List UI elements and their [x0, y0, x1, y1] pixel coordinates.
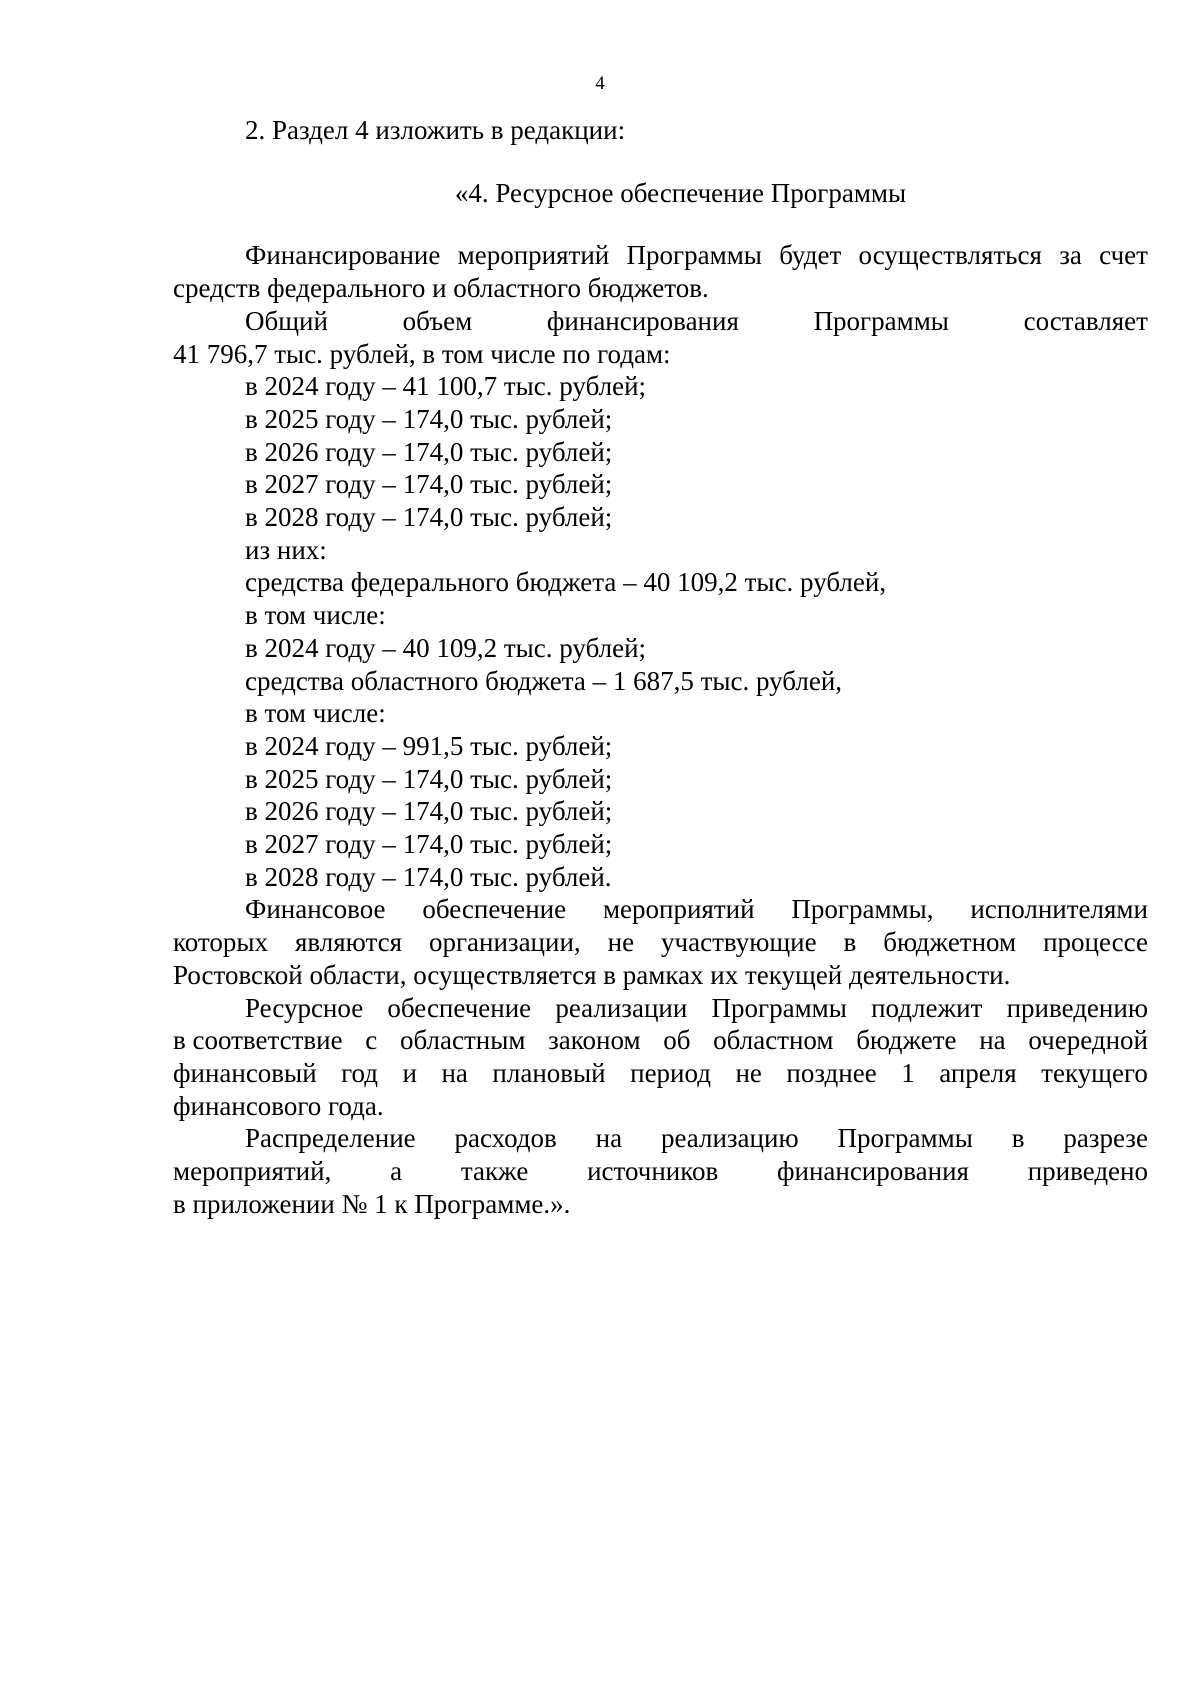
- word: обеспечение: [387, 992, 532, 1023]
- word: законом: [548, 1025, 641, 1056]
- word: Ресурсное: [245, 992, 364, 1023]
- para2-line2: 41 796,7 тыс. рублей, в том числе по годам:: [173, 338, 671, 369]
- word: подлежит: [871, 992, 983, 1023]
- word: за: [1059, 240, 1082, 271]
- word: Программы: [813, 305, 949, 336]
- para3-line1: [173, 893, 1148, 926]
- word: составляет: [1023, 305, 1148, 336]
- section-title: «4. Ресурсное обеспечение Программы: [454, 177, 907, 208]
- word: не: [607, 927, 635, 958]
- word: Программы: [711, 992, 847, 1023]
- regional-year-line: в 2028 году – 174,0 тыс. рублей.: [245, 861, 612, 892]
- word: объем: [402, 305, 473, 336]
- regional-year-line: в 2025 году – 174,0 тыс. рублей;: [245, 763, 613, 794]
- word: год: [341, 1057, 379, 1088]
- total-year-line: в 2026 году – 174,0 тыс. рублей;: [245, 436, 613, 467]
- regional-including-line: в том числе:: [245, 698, 386, 729]
- para4-line2: [173, 1024, 1148, 1057]
- para5-line3: в приложении № 1 к Программе.».: [173, 1188, 571, 1219]
- word: также: [460, 1156, 529, 1187]
- word: бюджете: [856, 1025, 957, 1056]
- document-body: [173, 114, 1148, 1221]
- word: финансирования: [546, 305, 739, 336]
- word: Программы: [626, 240, 762, 271]
- word: в: [1011, 1123, 1025, 1154]
- word: реализацию: [660, 1123, 799, 1154]
- total-year-line: в 2028 году – 174,0 тыс. рублей;: [245, 502, 613, 533]
- word: расходов: [454, 1123, 557, 1154]
- word: процессе: [1043, 927, 1148, 958]
- of-them-line: из них:: [245, 534, 327, 565]
- word: Финансовое: [245, 894, 386, 925]
- word: источников: [587, 1156, 719, 1187]
- word: текущего: [1041, 1057, 1148, 1088]
- word: реализации: [555, 992, 688, 1023]
- para4-line1: [173, 992, 1148, 1025]
- word: будет: [779, 240, 842, 271]
- para3-line3: Ростовской области, осуществляется в рамках их текущей деятельности.: [173, 959, 1011, 990]
- intro-line: 2. Раздел 4 изложить в редакции:: [245, 115, 626, 145]
- para5-line1: [173, 1122, 1148, 1155]
- total-year-line: в 2027 году – 174,0 тыс. рублей;: [245, 469, 613, 500]
- word: апреля: [939, 1057, 1017, 1088]
- para4-line4: финансового года.: [173, 1090, 384, 1121]
- word: Распределение: [245, 1123, 416, 1154]
- word: 1: [901, 1057, 915, 1088]
- word: Общий: [245, 305, 328, 336]
- word: на: [595, 1123, 623, 1154]
- para3-line2: [173, 926, 1148, 959]
- word: на: [441, 1057, 468, 1088]
- total-year-line: в 2024 году – 41 100,7 тыс. рублей;: [245, 371, 647, 402]
- word: разрезе: [1063, 1123, 1148, 1154]
- regional-year-line: в 2027 году – 174,0 тыс. рублей;: [245, 829, 613, 860]
- word: приведению: [1006, 992, 1148, 1023]
- para4-line3: [173, 1057, 1148, 1090]
- word: очередной: [1028, 1025, 1148, 1056]
- para2-line1: [173, 305, 1148, 338]
- word: на: [979, 1025, 1006, 1056]
- word: Программы,: [791, 894, 934, 925]
- word: счет: [1099, 240, 1148, 271]
- word: областным: [399, 1025, 526, 1056]
- federal-year-line: в 2024 году – 40 109,2 тыс. рублей;: [245, 632, 647, 663]
- word: в соответствие: [173, 1025, 343, 1056]
- total-year-line: в 2025 году – 174,0 тыс. рублей;: [245, 403, 613, 434]
- word: позднее: [786, 1057, 877, 1088]
- word: не: [735, 1057, 762, 1088]
- federal-including-line: в том числе:: [245, 600, 386, 631]
- word: Программы: [837, 1123, 973, 1154]
- word: период: [630, 1057, 711, 1088]
- regional-year-line: в 2024 году – 991,5 тыс. рублей;: [245, 730, 613, 761]
- word: осуществляться: [858, 240, 1042, 271]
- word: организации,: [428, 927, 581, 958]
- word: об: [663, 1025, 691, 1056]
- word: обеспечение: [422, 894, 567, 925]
- word: финансовый: [173, 1057, 317, 1088]
- page-number: 4: [595, 73, 605, 94]
- para1-line2: средств федерального и областного бюджетов.: [173, 273, 709, 304]
- word: финансирования: [777, 1156, 969, 1187]
- word: исполнителями: [970, 894, 1148, 925]
- para1-line1: [173, 239, 1148, 272]
- federal-total-line: средства федерального бюджета – 40 109,2 тыс. рублей,: [245, 567, 887, 598]
- word: в: [843, 927, 857, 958]
- word: участвующие: [661, 927, 817, 958]
- word: мероприятий: [457, 240, 610, 271]
- regional-total-line: средства областного бюджета – 1 687,5 тыс. рублей,: [245, 665, 843, 696]
- word: приведено: [1027, 1156, 1148, 1187]
- word: и: [402, 1057, 417, 1088]
- para5-line2: [173, 1155, 1148, 1188]
- word: которых: [173, 927, 268, 958]
- word: плановый: [492, 1057, 606, 1088]
- word: мероприятий: [602, 894, 755, 925]
- regional-year-line: в 2026 году – 174,0 тыс. рублей;: [245, 796, 613, 827]
- word: областном: [713, 1025, 834, 1056]
- word: а: [390, 1156, 403, 1187]
- word: мероприятий,: [173, 1156, 332, 1187]
- word: бюджетном: [883, 927, 1017, 958]
- word: с: [365, 1025, 378, 1056]
- word: Финансирование: [245, 240, 441, 271]
- word: являются: [294, 927, 402, 958]
